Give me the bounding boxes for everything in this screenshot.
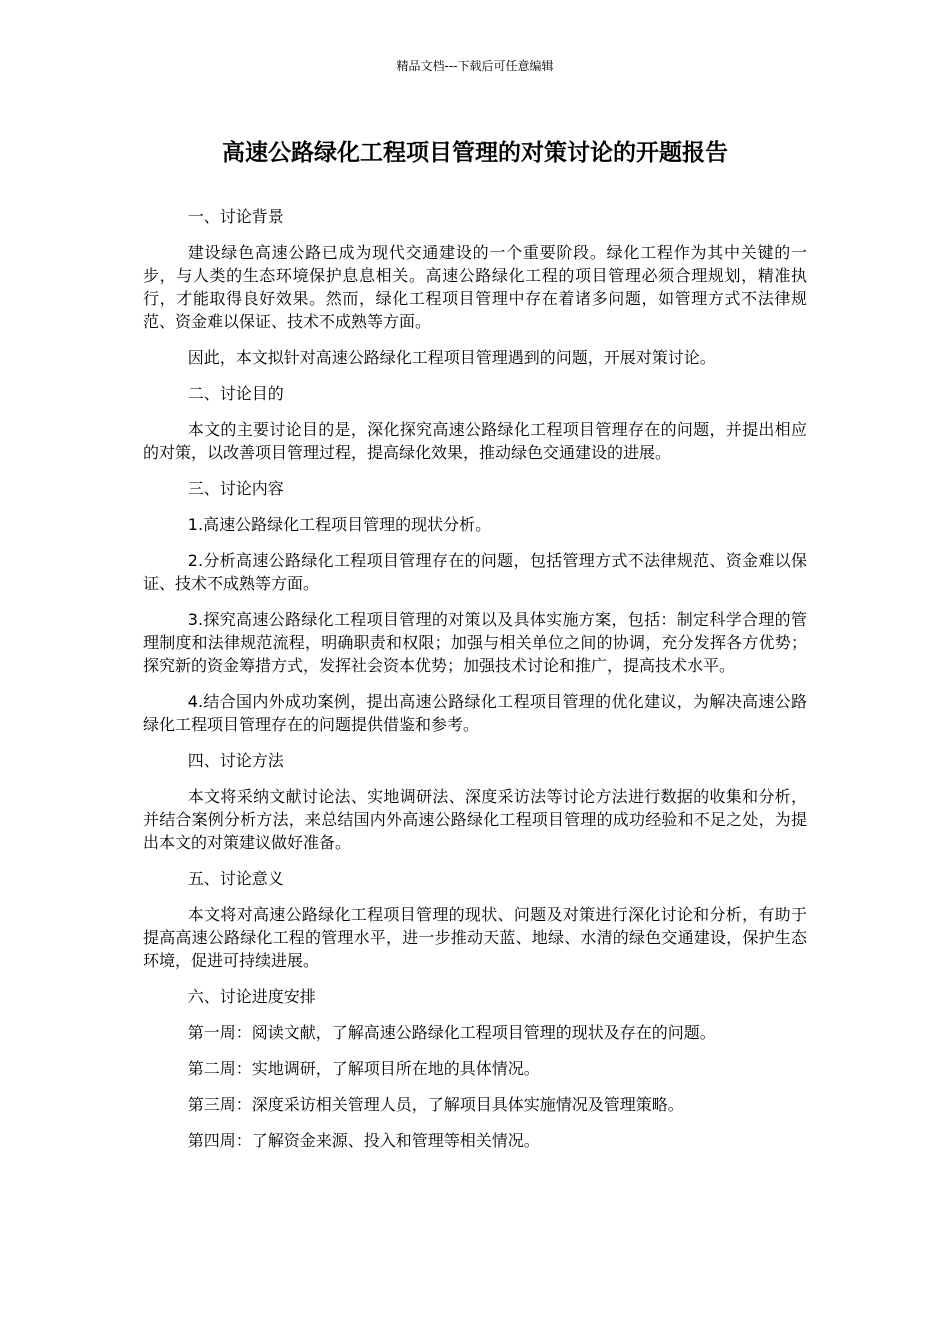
paragraph: 因此，本文拟针对高速公路绿化工程项目管理遇到的问题，开展对策讨论。 bbox=[187, 348, 716, 367]
paragraph: 本文将采纳文献讨论法、实地调研法、深度采访法等讨论方法进行数据的收集和分析，并结合案例分析方法，来总结国内外高速公路绿化工程项目管理的成功经验和不足之处，为提出本文的对策建议做好准备。 bbox=[143, 787, 807, 852]
list-item: 4.结合国内外成功案例，提出高速公路绿化工程项目管理的优化建议，为解决高速公路绿化工程项目管理存在的问题提供借鉴和参考。 bbox=[143, 692, 807, 734]
document-title: 高速公路绿化工程项目管理的对策讨论的开题报告 bbox=[222, 140, 728, 166]
schedule-item: 第四周：了解资金来源、投入和管理等相关情况。 bbox=[187, 1131, 540, 1150]
section-heading-schedule: 六、讨论进度安排 bbox=[187, 987, 316, 1006]
schedule-item: 第一周：阅读文献，了解高速公路绿化工程项目管理的现状及存在的问题。 bbox=[187, 1023, 716, 1042]
section-heading-significance: 五、讨论意义 bbox=[187, 869, 284, 888]
section-heading-content: 三、讨论内容 bbox=[187, 479, 284, 498]
schedule-item: 第二周：实地调研，了解项目所在地的具体情况。 bbox=[187, 1059, 540, 1078]
document-body bbox=[143, 205, 807, 1165]
section-heading-background: 一、讨论背景 bbox=[187, 207, 284, 226]
section-heading-method: 四、讨论方法 bbox=[187, 751, 284, 770]
list-item: 1.高速公路绿化工程项目管理的现状分析。 bbox=[187, 515, 492, 534]
schedule-item: 第三周：深度采访相关管理人员，了解项目具体实施情况及管理策略。 bbox=[187, 1095, 684, 1114]
list-item: 3.探究高速公路绿化工程项目管理的对策以及具体实施方案，包括：制定科学合理的管理制度和法律规范流程，明确职责和权限；加强与相关单位之间的协调，充分发挥各方优势；探究新的资金筹措方式，发挥社会资本优势；加强技术讨论和推广，提高技术水平。 bbox=[143, 610, 807, 675]
paragraph: 本文将对高速公路绿化工程项目管理的现状、问题及对策进行深化讨论和分析，有助于提高高速公路绿化工程的管理水平，进一步推动天蓝、地绿、水清的绿色交通建设，保护生态环境，促进可持续进展。 bbox=[143, 905, 807, 970]
list-item: 2.分析高速公路绿化工程项目管理存在的问题，包括管理方式不法律规范、资金难以保证、技术不成熟等方面。 bbox=[143, 551, 807, 593]
paragraph: 本文的主要讨论目的是，深化探究高速公路绿化工程项目管理存在的问题，并提出相应的对策，以改善项目管理过程，提高绿化效果，推动绿色交通建设的进展。 bbox=[143, 420, 807, 462]
paragraph: 建设绿色高速公路已成为现代交通建设的一个重要阶段。绿化工程作为其中关键的一步，与人类的生态环境保护息息相关。高速公路绿化工程的项目管理必须合理规划，精准执行，才能取得良好效果。然而，绿化工程项目管理中存在着诸多问题，如管理方式不法律规范、资金难以保证、技术不成熟等方面。 bbox=[143, 243, 807, 331]
section-heading-purpose: 二、讨论目的 bbox=[187, 384, 284, 403]
page-header: 精品文档---下载后可任意编辑 bbox=[396, 59, 554, 73]
